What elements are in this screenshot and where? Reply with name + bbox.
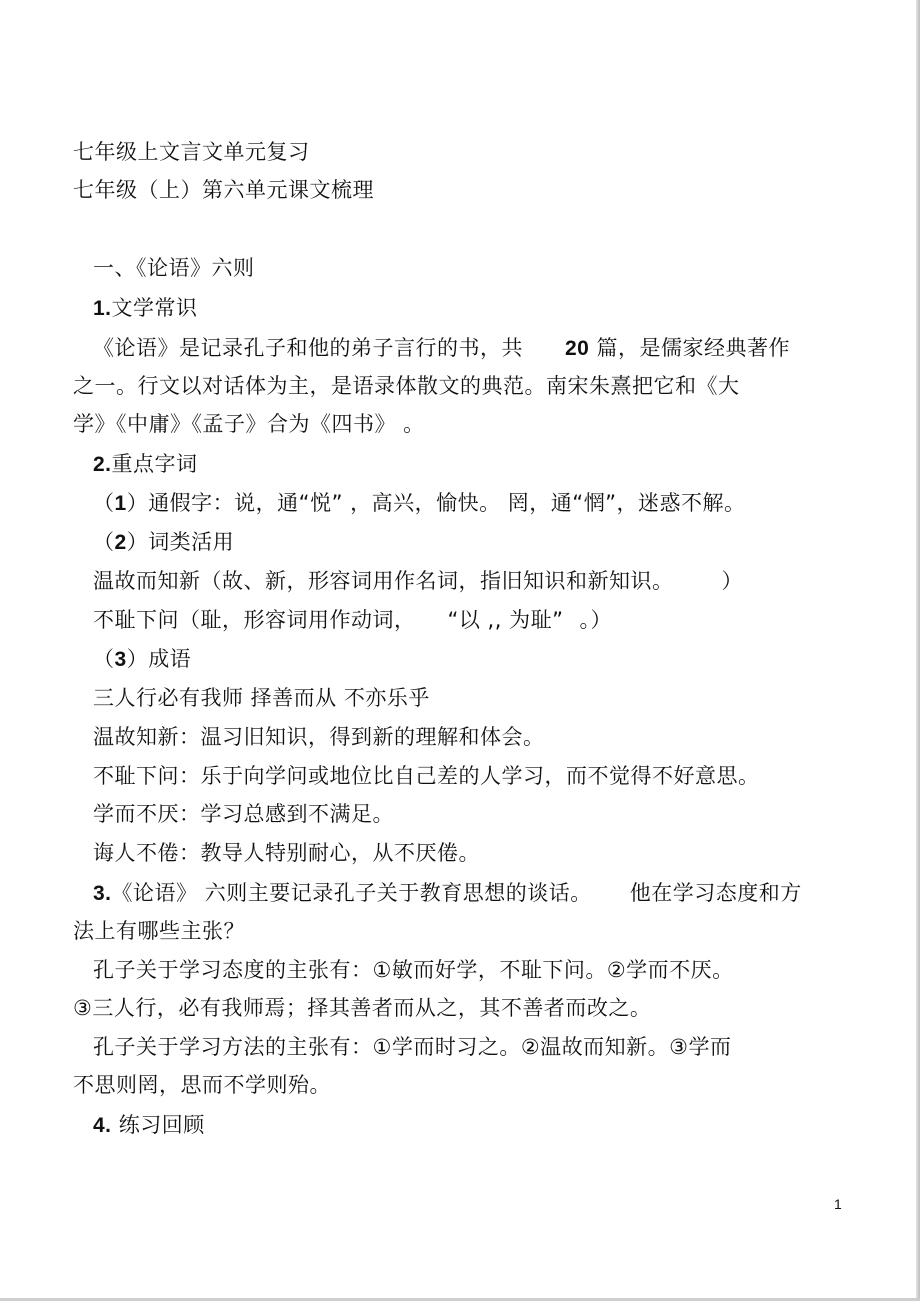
- page-number: 1: [834, 1196, 842, 1212]
- subheading-number: 3.: [93, 882, 112, 905]
- item-text: 成语: [148, 647, 192, 671]
- item-idioms: （3）成语: [93, 647, 192, 671]
- idiom-line: 三人行必有我师 择善而从 不亦乐乎: [93, 686, 430, 710]
- item-number: 3: [114, 648, 127, 671]
- subheading-practice-review: [93, 1110, 205, 1141]
- subheading-number: 4.: [93, 1114, 112, 1137]
- paragraph-line: [93, 333, 790, 364]
- idiom-line: 温故知新：温习旧知识，得到新的理解和体会。: [93, 725, 545, 749]
- text-run: 《论语》 六则主要记录孔子关于教育思想的谈话。: [111, 881, 592, 905]
- question-line: 法上有哪些主张？: [73, 919, 245, 943]
- text-run: “以 ,, 为耻”: [447, 608, 564, 632]
- item-number: 2: [114, 531, 127, 554]
- answer-line: 不思则罔，思而不学则殆。: [73, 1073, 331, 1097]
- answer-line: 孔子关于学习态度的主张有：①敏而好学，不耻下问。②学而不厌。: [93, 958, 734, 982]
- text-run: 。）: [579, 608, 612, 632]
- text-run: 《论语》是记录孔子和他的弟子言行的书，共: [93, 336, 523, 360]
- idiom-line: 学而不厌：学习总感到不满足。: [93, 802, 394, 826]
- paragraph-line: 学》《中庸》《孟子》合为《四书》 。: [73, 412, 425, 436]
- paragraph-line: 之一。行文以对话体为主，是语录体散文的典范。南宋朱熹把它和《大: [73, 374, 740, 398]
- subheading-key-words: [93, 449, 198, 480]
- subheading-text: 练习回顾: [111, 1113, 205, 1137]
- question-line: [93, 878, 802, 909]
- text-run: 篇，是儒家经典著作: [596, 336, 791, 360]
- idiom-line: 不耻下问：乐于向学问或地位比自己差的人学习，而不觉得不好意思。: [93, 764, 760, 788]
- text-run: 温故而知新（故、新，形容词用作名词，指旧知识和新知识。: [93, 569, 674, 593]
- item-tongjiazi: （1）通假字：说，通“悦” ，高兴，愉快。 罔，通“惘”，迷惑不解。: [93, 491, 746, 515]
- item-text: 通假字：说，通“悦” ，高兴，愉快。 罔，通“惘”，迷惑不解。: [148, 491, 746, 515]
- text-run: ）: [721, 569, 743, 593]
- item-text: 词类活用: [148, 530, 235, 554]
- subheading-number: 2.: [93, 453, 112, 476]
- answer-line: ③三人行，必有我师焉；择其善者而从之，其不善者而改之。: [73, 996, 652, 1020]
- subheading-text: 重点字词: [111, 452, 198, 476]
- subheading-number: 1.: [93, 297, 112, 320]
- idiom-line: 诲人不倦：教导人特别耐心，从不厌倦。: [93, 841, 480, 865]
- doc-subtitle: 七年级（上）第六单元课文梳理: [73, 178, 374, 202]
- subheading-literary-knowledge: [93, 293, 198, 324]
- answer-line: 孔子关于学习方法的主张有：①学而时习之。②温故而知新。③学而: [93, 1035, 732, 1059]
- item-word-class: （2）词类活用: [93, 530, 235, 554]
- number-20: 20: [565, 337, 590, 360]
- text-run: 不耻下问（耻，形容词用作动词，: [93, 608, 416, 632]
- section-heading: 一、《论语》六则: [93, 256, 255, 280]
- example-line: [93, 605, 612, 635]
- item-number: 1: [114, 492, 127, 515]
- page-edge-right: [916, 0, 920, 1301]
- text-run: 他在学习态度和方: [629, 881, 802, 905]
- doc-title: 七年级上文言文单元复习: [73, 140, 310, 164]
- subheading-text: 文学常识: [111, 296, 198, 320]
- example-line: [93, 566, 743, 596]
